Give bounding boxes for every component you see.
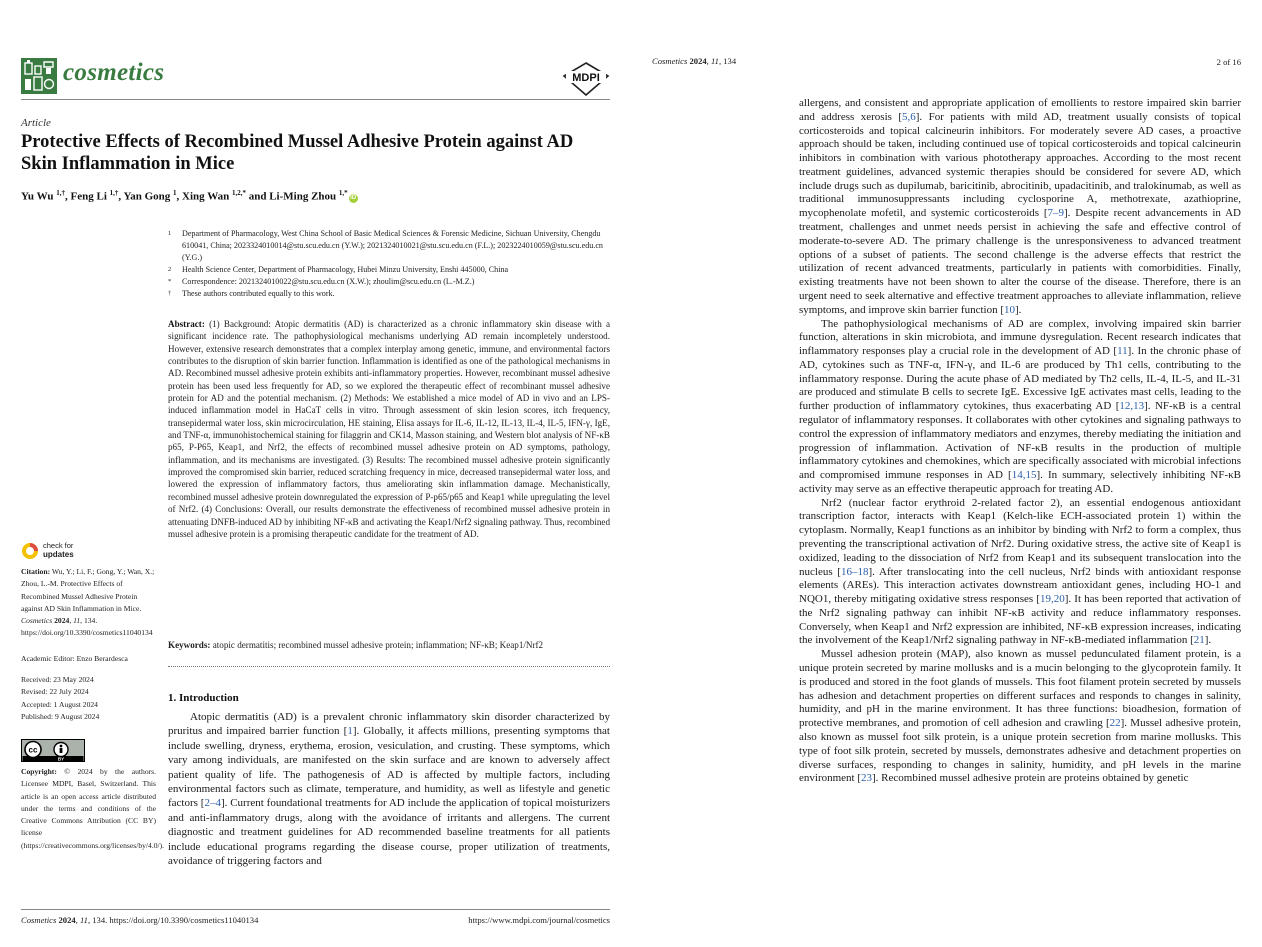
reference-link[interactable]: 7–9 [1047,207,1064,220]
affiliation-text: These authors contributed equally to this work. [182,289,335,298]
body-text: ]. [1015,303,1022,316]
reference-link[interactable]: 1 [347,725,353,738]
page-right [631,0,1262,947]
body-paragraph [799,318,1241,497]
body-paragraph [799,97,1241,318]
author-affiliation-marks: 1,† [109,189,119,197]
copyright-label: Copyright: [21,767,57,776]
author-name: Yu Wu [21,190,57,203]
reference-link[interactable]: 23 [861,772,873,785]
author-list [21,189,358,203]
mdpi-logo-text: MDPI [572,72,600,84]
author-name: Xing Wan [182,190,232,203]
page-number: 2 of 16 [1216,57,1241,67]
footer-doi[interactable]: , 134. https://doi.org/10.3390/cosmetics11040134 [87,915,259,925]
body-text: ]. For patients with mild AD, treatment usually consists of topical corticosteroids and topical calcineurin inhibitors. For moderately severe AD cases, a proactive approach should be taken, including continued use of topical corticosteroids and topical calcineurin inhibitors in combination with various phototherapy approaches. According to the most recent treatment guidelines, advanced systemic therapies should be considered for severe AD, which include drugs such as dupilumab, baricitinib, abrocitinib, upadacitinib, and tralokinumab, as well as traditional immunosuppressants including cyclosporine A, methotrexate, azathioprine, mycophenolate mofetil, and systemic corticosteroids [ [799,110,1241,220]
publication-date: Published: 9 August 2024 [21,711,100,721]
article-title: Protective Effects of Recombined Mussel Adhesive Protein against AD Skin Inflammation in Mice [21,132,574,174]
orcid-icon[interactable]: iD [350,194,357,201]
body-text: Nrf2 (nuclear factor erythroid 2-related factor 2), an essential endogenous antioxidant transcription factor, interacts with Keap1 (Kelch-like ECH-associated protein 1) within the cytoplasm. Normally, Keap1 functions as an inhibitor by binding with Nrf2 to form a complex, thus preventing the transcriptional activation of Nrf2. During oxidative stress, the active site of Keap1 is oxidized, leading to the dissociation of Nrf2 from Keap1 and its subsequent translocation into the nucleus [ [799,496,1241,578]
citation-doi[interactable]: , 134. https://doi.org/10.3390/cosmetics11040134 [21,616,153,638]
footer-journal: Cosmetics [21,915,57,925]
check-updates-icon [21,542,39,560]
body-text: ]. In the chronic phase of AD, cytokines such as TNF-α, IFN-γ, and IL-6 are produced by Th1 cells, contributing to the inflammatory response. During the acute phase of AD mediated by Th2 cells, IL-4, IL-5, and IL-31 are produced and stimulate B cells to secrete IgE. Excessive IgE activates mast cells, leading to the further production of inflammatory cytokines, thus exacerbating AD [ [799,345,1241,413]
publication-date: Accepted: 1 August 2024 [21,699,98,709]
affiliation-mark: 2 [168,266,172,273]
body-text: ]. After translocating into the cell nucleus, Nrf2 binds with antioxidant response elements (AREs). This interaction activates downstream antioxidant genes, including HO-1 and NQO1, thereby mitigating oxidative stress responses [ [799,565,1241,606]
body-text: Mussel adhesion protein (MAP), also known as mussel pedunculated filament protein, is a unique protein secreted by marine mollusks and is a mucin belonging to the glycoprotein family. It is produced and stored in the foot glands of mussels. This foot filament protein secreted by mussels has adhesion and detachment properties on different surfaces and responds to changes in salinity, humidity, and pH in the marine environment. It has three functions: bioadhesion, formation of protective membranes, and promotion of cell adhesion and crawling [ [799,648,1241,730]
reference-link[interactable]: 12,13 [1119,400,1145,413]
section-heading-introduction: 1. Introduction [168,692,239,704]
body-paragraph [799,497,1241,649]
academic-editor: Academic Editor: Enzo Berardesca [21,654,128,663]
footer-journal-url[interactable]: https://www.mdpi.com/journal/cosmetics [468,915,610,925]
body-text-column [799,97,1241,786]
mdpi-logo-icon [562,62,610,96]
affiliation-text: Correspondence: 2021324010022@stu.scu.edu.cn (X.W.); zhoulim@scu.edu.cn (L.-M.Z.) [182,277,475,286]
author-name: Yan Gong [123,190,174,203]
author-separator: , [118,190,124,203]
citation-text: Wu, Y.; Li, F.; Gong, Y.; Wan, X.; Zhou, L.-M. Protective Effects of Recombined Mussel Adhesive Protein against AD Skin Inflammation in Mice. [21,567,155,613]
cc-by-license-icon[interactable] [21,739,85,762]
footer-year: 2024 [58,915,76,925]
svg-text:BY: BY [57,756,65,762]
affiliation-item [168,288,610,300]
affiliations [168,228,610,300]
running-article-number: , 134 [718,56,737,66]
keywords-label: Keywords: [168,640,211,650]
affiliation-text: Department of Pharmacology, West China School of Basic Medical Sciences & Forensic Medicine, Sichuan University, Chengdu 610041, China; 2023324010014@stu.scu.edu.cn (Y.W.); 2021324010021@stu.scu.edu.cn (F.L.); 2023224010059@stu.scu.edu.cn (Y.G.) [182,229,603,262]
author-affiliation-marks: 1 [173,189,177,197]
body-text: ]. Despite recent advancements in AD treatment, challenges and unmet needs persist in achieving the safe and effective control of moderate-to-severe AD. The primary challenge is the unresponsiveness to advanced treatment options of a subset of patients. The second challenge is the adverse effects that restrict the utilization of recent advanced treatments, particularly in patients with comorbidities. Finally, existing treatments have not been shown to alter the course of the disease. Therefore, there is an urgent need to seek alternative and effective treatment approaches to alleviate inflammation, relieve symptoms, and improve skin barrier function [ [799,207,1241,316]
citation-journal: Cosmetics [21,616,53,626]
body-text: ]. NF-κB is a central regulator of inflammatory responses. It collaborates with other cytokines and signaling pathways to control the expression of inflammatory mediators and enzymes, thereby mediating the initiation and progression of inflammation. Activation of NF-κB results in the production of multiple inflammatory cytokines and chemokines, which are specifically associated with microbial infections and compromised immune responses in AD [ [799,400,1241,482]
affiliation-mark: 1 [168,230,172,237]
copyright-notice [21,766,165,852]
reference-link[interactable]: 11 [1117,345,1128,358]
reference-link[interactable]: 19,20 [1039,593,1065,606]
intro-text-1: Atopic dermatitis (AD) is a prevalent chronic inflammatory skin disorder characterized by pruritus and impaired barrier function [ [168,711,610,738]
reference-link[interactable]: 14,15 [1011,469,1037,482]
header-rule [21,99,610,100]
affiliation-item [168,228,610,264]
publication-dates [21,674,156,723]
affiliation-item [168,264,610,276]
author-affiliation-marks: 1,* [338,189,348,197]
running-head: Cosmetics 2024, 11, 134 [652,56,737,66]
running-volume: 11 [710,56,719,66]
body-text: ]. Recombined mussel adhesive protein are proteins obtained by genetic [872,772,1189,785]
article-type: Article [21,117,51,129]
affiliation-mark: * [168,278,172,285]
reference-link[interactable]: 10 [1004,303,1015,316]
reference-link[interactable]: 22 [1109,717,1121,730]
body-text: ]. [1204,634,1212,647]
footer-citation: Cosmetics 2024, 11, 134. https://doi.org/10.3390/cosmetics11040134 [21,915,259,925]
abstract-text: (1) Background: Atopic dermatitis (AD) is characterized as a chronic inflammatory skin disease with a significant incidence rate. The pathophysiological mechanisms underlying AD remain incompletely understood. However, extensive research demonstrates that a complex interplay among genetic, immune, and environmental factors contributes to the disruption of skin barrier function. Inflammation is identified as one of the pathological mechanisms in AD. Recombined mussel adhesive protein exhibits anti-inflammatory properties. However, recombinant mussel adhesive protein has been used less frequently for AD, so we explored the therapeutic effect of recombinant mussel adhesive protein for AD and the potential mechanism. (2) Methods: We established a mice model of AD in vivo and an LPS-induced inflammation model in HaCaT cells in vitro. Through assessment of skin lesion scores, itch frequency, transepidermal water loss, skin microcirculation, HE staining, Elisa assays for IL-6, IL-12, IL-13, IL-4, IL-5, IFN-γ, IgE, and TNF-α, immunohistochemical staining for filaggrin and CK14, Masson staining, and Western blot analysis of NF-κB p65, P-P65, Keap1, and Nrf2, the effects of recombined mussel adhesive protein on AD symptoms, pathology, inflammation, and its mechanisms are investigated. (3) Results: The recombined mussel adhesive protein significantly improved the compromised skin barrier, reduced scratching frequency in mice, decreased transepidermal water loss, and lowered the expression of inflammatory factors, thus ameliorating skin inflammation damage. Mechanistically, recombined mussel adhesive protein downregulated the expression of P-p65/p65 and Keap1 while upregulating the level of Nrf2. (4) Conclusions: Overall, our results demonstrate the effectiveness of recombined mussel adhesive protein in attenuating DNFB-induced AD by inhibiting NF-κB and activating the Keap1/Nrf2 signaling pathway. Thus, recombined mussel adhesive protein is a promising therapeutic candidate for the treatment of AD. [168,319,610,539]
reference-link[interactable]: 16–18 [840,565,869,578]
body-text: The pathophysiological mechanisms of AD are complex, involving impaired skin barrier function, alterations in skin microbiota, and immune dysregulation. Recent research indicates that inflammatory responses play a crucial role in the development of AD [ [799,317,1241,358]
abstract-label: Abstract: [168,319,205,329]
journal-header [21,55,610,100]
reference-link[interactable]: 2–4 [204,797,221,810]
body-text: ]. It has been reported that activation of the Nrf2 signaling pathway can inhibit NF-κB activity and reduce inflammatory responses. Conversely, when Keap1 and Nrf2 expression are inhibited, NF-κB expression increases, indicating the involvement of the Keap1/Nrf2 signaling pathway in NF-κB-mediated inflammation [ [799,593,1241,647]
affiliation-mark: † [168,290,172,297]
affiliation-item [168,276,610,288]
publication-date: Revised: 22 July 2024 [21,687,89,697]
citation-year: 2024 [54,616,70,626]
author-affiliation-marks: 1,2,* [231,189,246,197]
intro-text-3: ]. Current foundational treatments for AD include the application of topical moisturizers and anti-inflammatory drugs, along with the avoidance of irritants and allergens. The current diagnostic and treatment guidelines for AD recommended baseline treatments for all patients include educational programs regarding the disease course, proper utilization of treatments, avoidance of triggering factors and [168,797,610,868]
abstract-separator [168,666,610,667]
publication-date: Received: 23 May 2024 [21,675,94,684]
keywords-text: atopic dermatitis; recombined mussel adhesive protein; inflammation; NF-κB; Keap1/Nrf2 [212,640,544,650]
body-text: allergens, and consistent and appropriate application of emollients to restore impaired skin barrier and address xerosis [ [799,97,1241,123]
citation-label: Citation: [21,567,51,576]
check-updates-line1: check for [43,541,74,550]
author-affiliation-marks: 1,† [56,189,66,197]
reference-link[interactable]: 21 [1193,634,1205,647]
introduction-paragraph [168,710,610,868]
author-separator: and [245,190,270,203]
journal-name: cosmetics [63,59,165,86]
check-for-updates-badge[interactable] [21,541,111,561]
running-year: 2024 [689,56,707,66]
running-journal: Cosmetics [652,56,688,66]
svg-text:cc: cc [28,745,38,755]
journal-logo-icon [21,58,57,94]
author-name: Li-Ming Zhou [269,190,339,203]
citation-block: Citation: Wu, Y.; Li, F.; Gong, Y.; Wan, X.; Zhou, L.-M. Protective Effects of Recombined Mussel Adhesive Protein against AD Skin Inflammation in Mice. Cosmetics 2024, 11, 134. https://doi.org/10.3390/cosmetics11040134 [21,567,155,638]
author-separator: , [65,190,71,203]
body-text: ]. Mussel adhesive protein, also known as mussel foot silk protein, is a unique protein secretion from marine mollusks. This type of foot silk protein, secreted by mussels, demonstrates adhesive and detachment properties on diverse surfaces, responding to changes in salinity, humidity, and pH levels in the marine environment [ [799,717,1241,785]
abstract [168,318,610,540]
body-paragraph [799,648,1241,786]
intro-text-2: ]. Globally, it affects millions, presenting symptoms that include swelling, dryness, erythema, erosion, vesiculation, and crusting. These symptoms, which vary among individuals, are manifested on the skin surface and are known to adversely affect patient quality of life. The pathogenesis of AD is affected by multiple factors, including environmental factors such as climate, temperature, and humidity, as well as lifestyle and genetic factors [ [168,725,610,810]
footer-volume: 11 [79,915,88,925]
affiliation-text: Health Science Center, Department of Pharmacology, Hubei Minzu University, Enshi 445000, China [182,265,509,274]
keywords [168,639,610,651]
author-name: Feng Li [70,190,110,203]
check-updates-line2: updates [43,549,74,559]
copyright-text: © 2024 by the authors. Licensee MDPI, Basel, Switzerland. This article is an open access article distributed under the terms and conditions of the Creative Commons Attribution (CC BY) license (https://creativecommons.org/licenses/by/4.0/). [21,767,165,850]
citation-volume: 11 [73,616,81,626]
reference-link[interactable]: 5,6 [902,110,916,123]
author-separator: , [176,190,183,203]
body-text: ]. In summary, selectively inhibiting NF-κB activity may serve as an effective therapeutic approach for treating AD. [799,469,1241,495]
footer-rule [21,909,610,910]
check-updates-text [43,542,74,559]
